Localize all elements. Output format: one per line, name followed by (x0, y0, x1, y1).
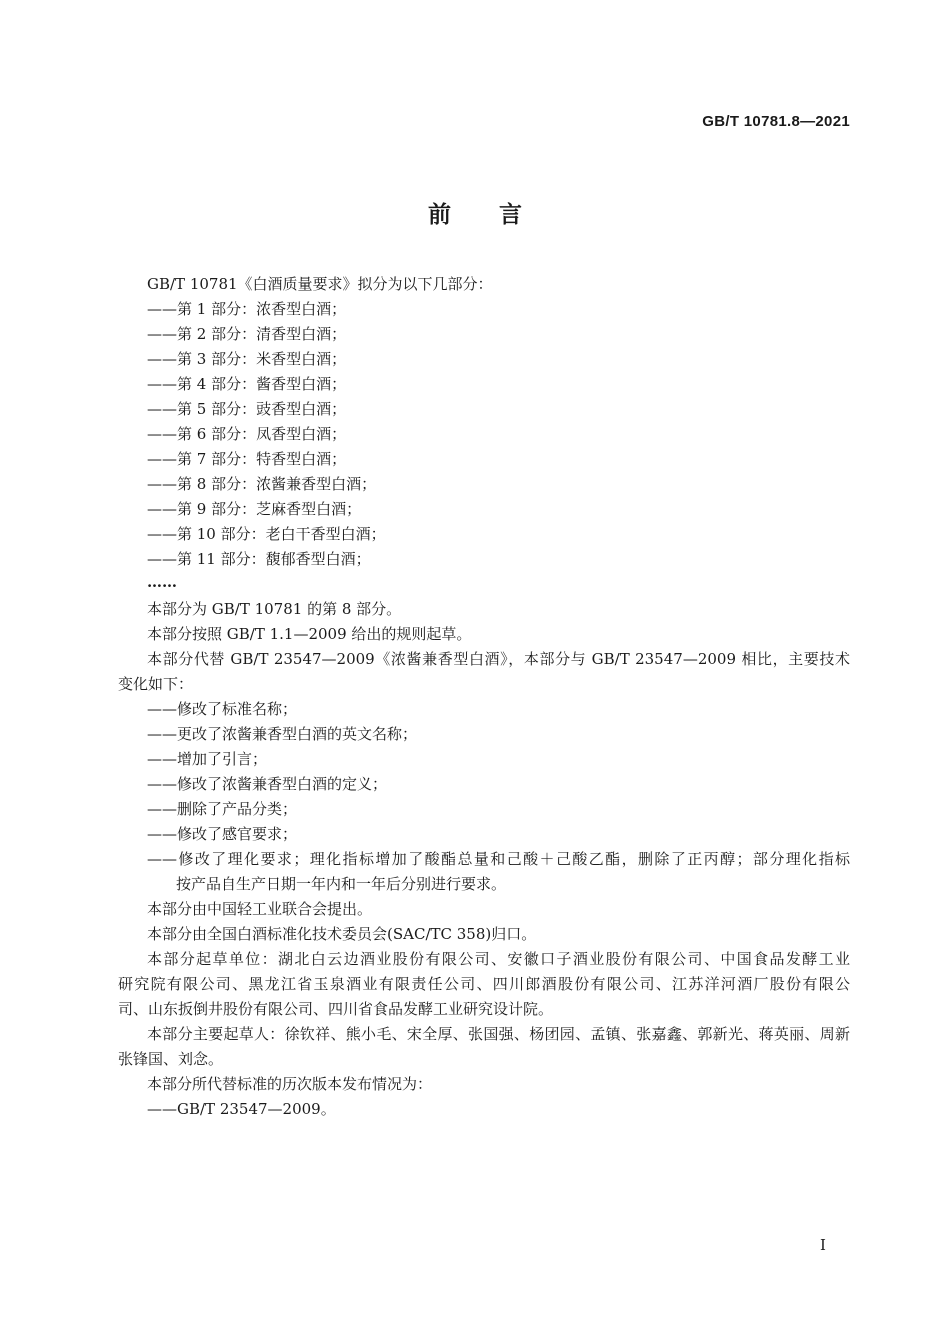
list-item: ——第 2 部分：清香型白酒； (147, 325, 347, 343)
list-item: ——第 6 部分：凤香型白酒； (147, 425, 347, 443)
list-item: ——第 7 部分：特香型白酒； (147, 450, 347, 468)
paragraph-line: 司、山东扳倒井股份有限公司、四川省食品发酵工业研究设计院。 (118, 1000, 554, 1018)
paragraph-line: 本部分主要起草人：徐钦祥、熊小毛、宋全厚、张国强、杨团园、孟镇、张嘉鑫、郭新光、蒋英丽、周新 (147, 1025, 850, 1043)
paragraph-line: 本部分代替 GB/T 23547—2009《浓酱兼香型白酒》，本部分与 GB/T 23547—2009 相比，主要技术 (147, 650, 850, 668)
list-item: ——修改了标准名称； (147, 700, 298, 718)
list-item: ——第 8 部分：浓酱兼香型白酒； (147, 475, 377, 493)
paragraph-line: 变化如下： (118, 675, 194, 693)
list-item: ——第 4 部分：酱香型白酒； (147, 375, 347, 393)
list-item: ——GB/T 23547—2009。 (147, 1100, 336, 1118)
paragraph-line: 张锋国、刘念。 (118, 1050, 224, 1068)
ellipsis: …… (147, 573, 177, 591)
paragraph-line: 本部分所代替标准的历次版本发布情况为： (147, 1075, 433, 1093)
list-item: ——第 1 部分：浓香型白酒； (147, 300, 347, 318)
list-item: ——增加了引言； (147, 750, 268, 768)
list-item: ——修改了感官要求； (147, 825, 298, 843)
list-item: ——第 10 部分：老白干香型白酒； (147, 525, 386, 543)
list-item: ——更改了浓酱兼香型白酒的英文名称； (147, 725, 418, 743)
list-item: ——第 11 部分：馥郁香型白酒； (147, 550, 371, 568)
paragraph-line: 本部分由中国轻工业联合会提出。 (147, 900, 373, 918)
paragraph-line: 本部分按照 GB/T 1.1—2009 给出的规则起草。 (147, 625, 472, 643)
page-number: I (820, 1236, 826, 1254)
paragraph-line: 本部分起草单位：湖北白云边酒业股份有限公司、安徽口子酒业股份有限公司、中国食品发酵工业 (147, 950, 850, 968)
list-item: ——第 9 部分：芝麻香型白酒； (147, 500, 362, 518)
list-item: ——第 3 部分：米香型白酒； (147, 350, 347, 368)
list-item: ——修改了理化要求；理化指标增加了酸酯总量和己酸＋己酸乙酯，删除了正丙醇；部分理化指标 (147, 850, 850, 868)
list-item-continuation: 按产品自生产日期一年内和一年后分别进行要求。 (176, 875, 507, 893)
list-item: ——删除了产品分类； (147, 800, 298, 818)
standard-number: GB/T 10781.8—2021 (702, 113, 850, 130)
list-item: ——第 5 部分：豉香型白酒； (147, 400, 347, 418)
list-item: ——修改了浓酱兼香型白酒的定义； (147, 775, 388, 793)
paragraph-line: 本部分为 GB/T 10781 的第 8 部分。 (147, 600, 402, 618)
paragraph-line: 本部分由全国白酒标准化技术委员会(SAC/TC 358)归口。 (147, 925, 537, 943)
paragraph-line: 研究院有限公司、黑龙江省玉泉酒业有限责任公司、四川郎酒股份有限公司、江苏洋河酒厂股份有限公 (118, 975, 850, 993)
page-title: 前言 (428, 201, 570, 228)
intro-line: GB/T 10781《白酒质量要求》拟分为以下几部分： (147, 275, 493, 293)
